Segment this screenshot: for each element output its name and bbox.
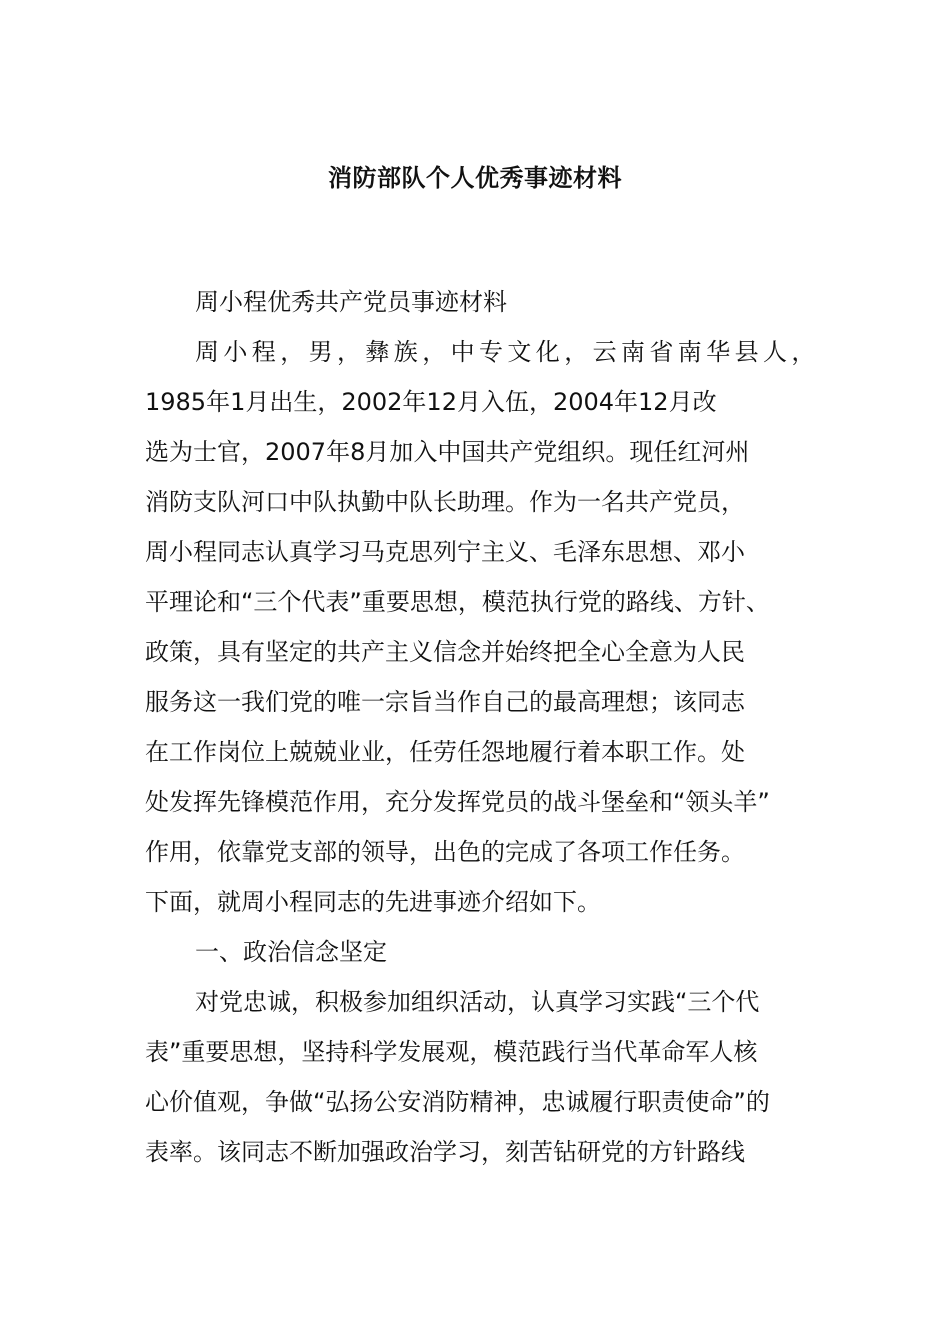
body-line: 服务这一我们党的唯一宗旨当作自己的最高理想；该同志 bbox=[145, 688, 745, 716]
section-heading: 一、政治信念坚定 bbox=[195, 938, 387, 966]
body-line: 选为士官，2007年8月加入中国共产党组织。现任红河州 bbox=[145, 438, 750, 466]
subtitle-line: 周小程优秀共产党员事迹材料 bbox=[195, 288, 507, 316]
body-line: 处发挥先锋模范作用，充分发挥党员的战斗堡垒和“领头羊” bbox=[145, 788, 770, 816]
body-line: 平理论和“三个代表”重要思想，模范执行党的路线、方针、 bbox=[145, 588, 770, 616]
document-title: 消防部队个人优秀事迹材料 bbox=[328, 164, 622, 192]
body-line: 在工作岗位上兢兢业业，任劳任怨地履行着本职工作。处 bbox=[145, 738, 745, 766]
body-line: 表率。该同志不断加强政治学习，刻苦钻研党的方针路线 bbox=[145, 1138, 745, 1166]
document-body bbox=[145, 282, 820, 1182]
body-line: 1985年1月出生，2002年12月入伍，2004年12月改 bbox=[145, 388, 717, 416]
body-line: 下面，就周小程同志的先进事迹介绍如下。 bbox=[145, 888, 601, 916]
body-line: 政策，具有坚定的共产主义信念并始终把全心全意为人民 bbox=[145, 638, 745, 666]
body-line: 周小程，男，彝族，中专文化，云南省南华县人， bbox=[195, 338, 820, 366]
body-line: 消防支队河口中队执勤中队长助理。作为一名共产党员， bbox=[145, 488, 745, 516]
body-line: 作用，依靠党支部的领导，出色的完成了各项工作任务。 bbox=[145, 838, 745, 866]
body-line: 表”重要思想，坚持科学发展观，模范践行当代革命军人核 bbox=[145, 1038, 758, 1066]
body-line: 对党忠诚，积极参加组织活动，认真学习实践“三个代 bbox=[195, 988, 760, 1016]
body-line: 周小程同志认真学习马克思列宁主义、毛泽东思想、邓小 bbox=[145, 538, 745, 566]
body-line: 心价值观，争做“弘扬公安消防精神，忠诚履行职责使命”的 bbox=[145, 1088, 770, 1116]
